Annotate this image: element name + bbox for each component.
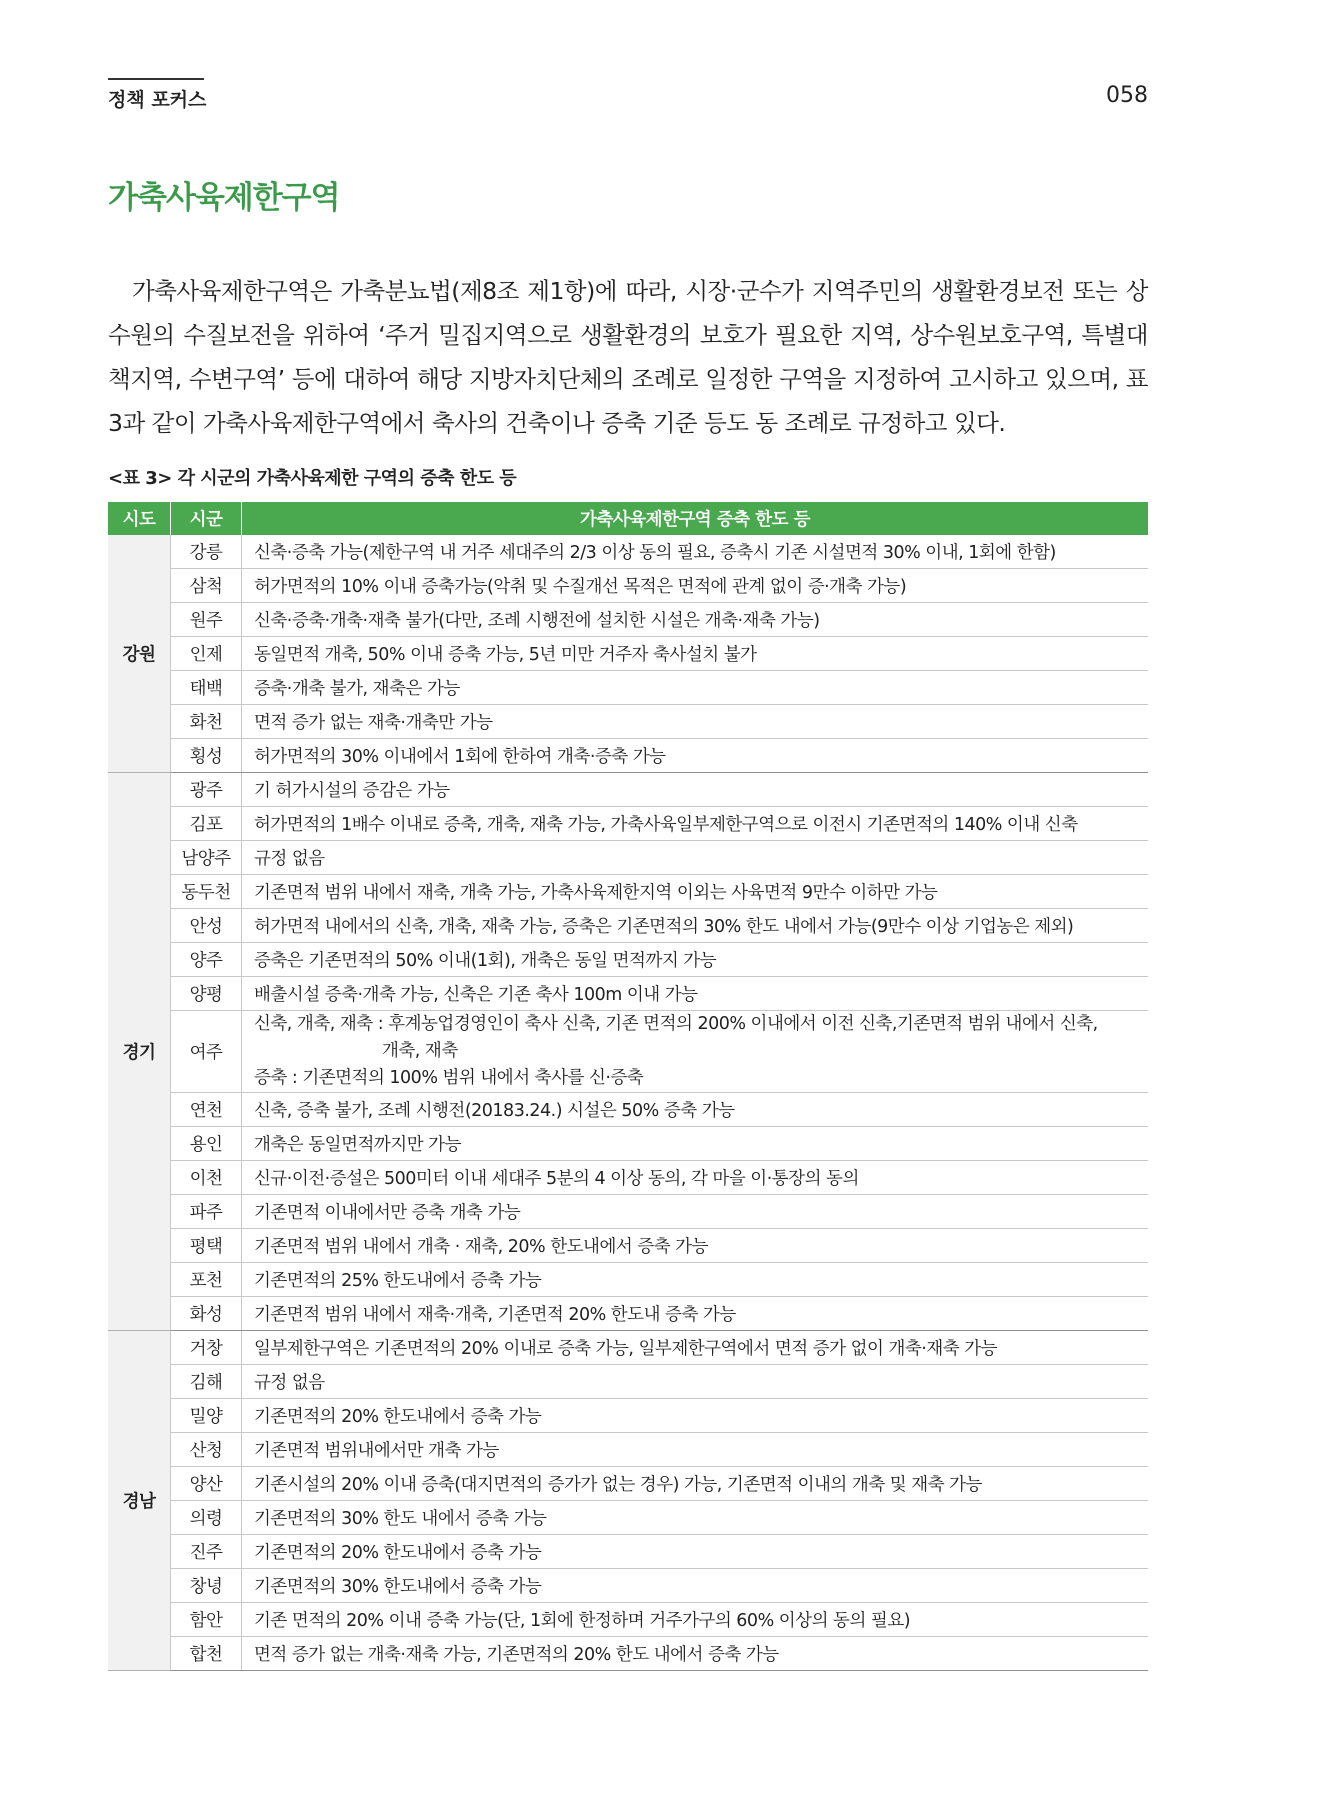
city-cell: 연천 — [171, 1093, 242, 1127]
city-cell: 진주 — [171, 1535, 242, 1569]
city-cell: 남양주 — [171, 841, 242, 875]
table-row — [108, 637, 1148, 671]
city-cell: 평택 — [171, 1229, 242, 1263]
limit-cell: 신규·이전·증설은 500미터 이내 세대주 5분의 4 이상 동의, 각 마을 이·통장의 동의 — [242, 1161, 1149, 1195]
header-province: 시도 — [108, 502, 171, 535]
city-cell: 여주 — [171, 1011, 242, 1093]
limit-cell: 기 허가시설의 증감은 가능 — [242, 773, 1149, 807]
limit-cell: 동일면적 개축, 50% 이내 증축 가능, 5년 미만 거주자 축사설치 불가 — [242, 637, 1149, 671]
table-row — [108, 1331, 1148, 1365]
table-row — [108, 603, 1148, 637]
region-cell: 경기 — [108, 773, 171, 1331]
city-cell: 양평 — [171, 977, 242, 1011]
table-row — [108, 1501, 1148, 1535]
limit-cell: 기존 면적의 20% 이내 증축 가능(단, 1회에 한정하며 거주가구의 60% 이상의 동의 필요) — [242, 1603, 1149, 1637]
table-row — [108, 1399, 1148, 1433]
table-row — [108, 977, 1148, 1011]
table-row — [108, 1433, 1148, 1467]
table-row — [108, 1161, 1148, 1195]
limit-cell: 기존시설의 20% 이내 증축(대지면적의 증가가 없는 경우) 가능, 기존면적 이내의 개축 및 재축 가능 — [242, 1467, 1149, 1501]
table-row — [108, 841, 1148, 875]
limit-cell: 기존면적 범위 내에서 재축, 개축 가능, 가축사육제한지역 이외는 사육면적 9만수 이하만 가능 — [242, 875, 1149, 909]
city-cell: 광주 — [171, 773, 242, 807]
table-row — [108, 875, 1148, 909]
limit-cell: 기존면적 범위 내에서 개축 · 재축, 20% 한도내에서 증축 가능 — [242, 1229, 1149, 1263]
table-row — [108, 1011, 1148, 1093]
city-cell: 횡성 — [171, 739, 242, 773]
city-cell: 밀양 — [171, 1399, 242, 1433]
table-row — [108, 739, 1148, 773]
limit-cell — [242, 1011, 1149, 1093]
section-title: 가축사육제한구역 — [108, 180, 340, 216]
limit-line: 개축, 재축 — [382, 1041, 458, 1061]
limit-line: 증축 : 기존면적의 100% 범위 내에서 축사를 신·증축 — [254, 1068, 644, 1088]
table-row — [108, 1263, 1148, 1297]
table-row — [108, 1365, 1148, 1399]
city-cell: 안성 — [171, 909, 242, 943]
header-rule — [108, 78, 204, 80]
limit-line: 신축, 개축, 재축 : 후계농업경영인이 축사 신축, 기존 면적의 200% 이내에서 이전 신축,기존면적 범위 내에서 신축, — [254, 1014, 1098, 1034]
running-title: 정책 포커스 — [108, 89, 207, 111]
body-paragraph: 가축사육제한구역은 가축분뇨법(제8조 제1항)에 따라, 시장·군수가 지역주민의 생활환경보전 또는 상수원의 수질보전을 위하여 ‘주거 밀집지역으로 생활환경의 보호가 필요한 지역, 상수원보호구역, 특별대책지역, 수변구역’ 등에 대하여 해당 지방자치단체의 조례로 일정한 구역을 지정하여 고시하고 있으며, 표 3과 같이 가축사육제한구역에서 축사의 건축이나 증축 기준 등도 동 조례로 규정하고 있다. — [108, 276, 1148, 437]
table-row — [108, 807, 1148, 841]
region-cell: 경남 — [108, 1331, 171, 1671]
table-row — [108, 1467, 1148, 1501]
city-cell: 파주 — [171, 1195, 242, 1229]
limit-cell: 배출시설 증축·개축 가능, 신축은 기존 축사 100m 이내 가능 — [242, 977, 1149, 1011]
city-cell: 삼척 — [171, 569, 242, 603]
table-row — [108, 1569, 1148, 1603]
header-city: 시군 — [171, 502, 242, 535]
city-cell: 용인 — [171, 1127, 242, 1161]
expansion-limit-table — [108, 502, 1148, 1671]
limit-cell: 면적 증가 없는 재축·개축만 가능 — [242, 705, 1149, 739]
table-row — [108, 773, 1148, 807]
table-row — [108, 1195, 1148, 1229]
city-cell: 의령 — [171, 1501, 242, 1535]
city-cell: 태백 — [171, 671, 242, 705]
city-cell: 원주 — [171, 603, 242, 637]
table-row — [108, 1637, 1148, 1671]
limit-cell: 규정 없음 — [242, 1365, 1149, 1399]
city-cell: 산청 — [171, 1433, 242, 1467]
table-row — [108, 569, 1148, 603]
city-cell: 창녕 — [171, 1569, 242, 1603]
limit-cell: 기존면적의 30% 한도내에서 증축 가능 — [242, 1569, 1149, 1603]
city-cell: 동두천 — [171, 875, 242, 909]
limit-cell: 신축·증축 가능(제한구역 내 거주 세대주의 2/3 이상 동의 필요, 증축시 기존 시설면적 30% 이내, 1회에 한함) — [242, 535, 1149, 569]
limit-cell: 일부제한구역은 기존면적의 20% 이내로 증축 가능, 일부제한구역에서 면적 증가 없이 개축·재축 가능 — [242, 1331, 1149, 1365]
city-cell: 합천 — [171, 1637, 242, 1671]
table-row — [108, 1535, 1148, 1569]
city-cell: 김해 — [171, 1365, 242, 1399]
city-cell: 포천 — [171, 1263, 242, 1297]
limit-cell: 증축은 기존면적의 50% 이내(1회), 개축은 동일 면적까지 가능 — [242, 943, 1149, 977]
city-cell: 이천 — [171, 1161, 242, 1195]
limit-cell: 기존면적 이내에서만 증축 개축 가능 — [242, 1195, 1149, 1229]
region-cell: 강원 — [108, 535, 171, 773]
city-cell: 화천 — [171, 705, 242, 739]
table-row — [108, 1603, 1148, 1637]
table-row — [108, 943, 1148, 977]
header-limit: 가축사육제한구역 증축 한도 등 — [242, 502, 1149, 535]
table-body — [108, 535, 1148, 1671]
table-caption: <표 3> 각 시군의 가축사육제한 구역의 증축 한도 등 — [108, 468, 517, 489]
limit-cell: 허가면적의 1배수 이내로 증축, 개축, 재축 가능, 가축사육일부제한구역으로 이전시 기존면적의 140% 이내 신축 — [242, 807, 1149, 841]
table-row — [108, 1229, 1148, 1263]
city-cell: 인제 — [171, 637, 242, 671]
limit-cell: 신축·증축·개축·재축 불가(다만, 조례 시행전에 설치한 시설은 개축·재축 가능) — [242, 603, 1149, 637]
table-header-row — [108, 502, 1148, 535]
page-number: 058 — [1106, 83, 1148, 108]
city-cell: 양산 — [171, 1467, 242, 1501]
limit-cell: 신축, 증축 불가, 조례 시행전(20183.24.) 시설은 50% 증축 가능 — [242, 1093, 1149, 1127]
city-cell: 김포 — [171, 807, 242, 841]
city-cell: 거창 — [171, 1331, 242, 1365]
city-cell: 양주 — [171, 943, 242, 977]
limit-cell: 기존면적 범위 내에서 재축·개축, 기존면적 20% 한도내 증축 가능 — [242, 1297, 1149, 1331]
table-row — [108, 705, 1148, 739]
table-row — [108, 1297, 1148, 1331]
limit-cell: 규정 없음 — [242, 841, 1149, 875]
table-row — [108, 1127, 1148, 1161]
table-row — [108, 1093, 1148, 1127]
limit-cell: 기존면적의 30% 한도 내에서 증축 가능 — [242, 1501, 1149, 1535]
limit-cell: 기존면적의 20% 한도내에서 증축 가능 — [242, 1399, 1149, 1433]
limit-cell: 기존면적의 20% 한도내에서 증축 가능 — [242, 1535, 1149, 1569]
table-row — [108, 535, 1148, 569]
table-row — [108, 671, 1148, 705]
limit-cell: 증축·개축 불가, 재축은 가능 — [242, 671, 1149, 705]
limit-cell: 허가면적 내에서의 신축, 개축, 재축 가능, 증축은 기존면적의 30% 한도 내에서 가능(9만수 이상 기업농은 제외) — [242, 909, 1149, 943]
limit-cell: 면적 증가 없는 개축·재축 가능, 기존면적의 20% 한도 내에서 증축 가능 — [242, 1637, 1149, 1671]
limit-cell: 기존면적 범위내에서만 개축 가능 — [242, 1433, 1149, 1467]
table-row — [108, 909, 1148, 943]
city-cell: 화성 — [171, 1297, 242, 1331]
limit-cell: 허가면적의 30% 이내에서 1회에 한하여 개축·증축 가능 — [242, 739, 1149, 773]
city-cell: 강릉 — [171, 535, 242, 569]
limit-cell: 허가면적의 10% 이내 증축가능(악취 및 수질개선 목적은 면적에 관계 없이 증·개축 가능) — [242, 569, 1149, 603]
city-cell: 함안 — [171, 1603, 242, 1637]
limit-cell: 기존면적의 25% 한도내에서 증축 가능 — [242, 1263, 1149, 1297]
limit-cell: 개축은 동일면적까지만 가능 — [242, 1127, 1149, 1161]
